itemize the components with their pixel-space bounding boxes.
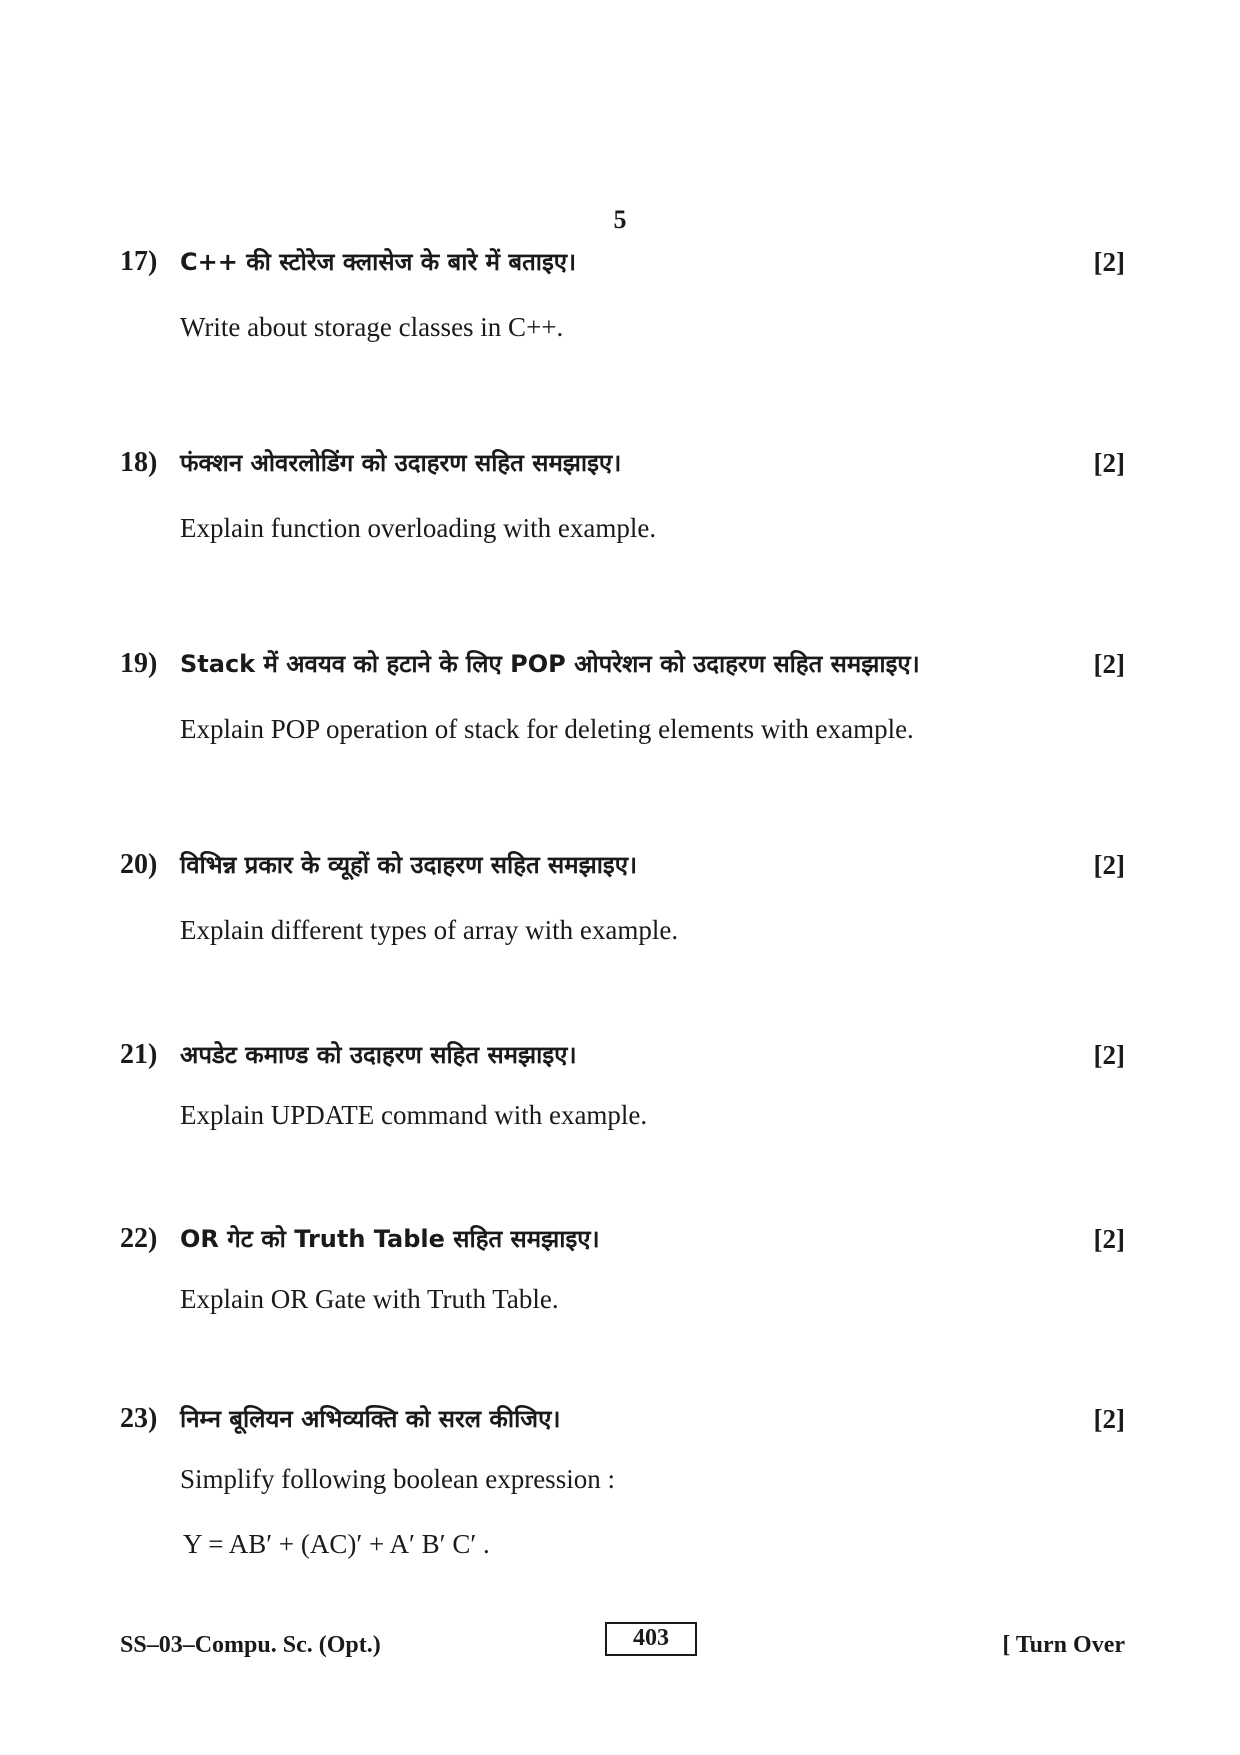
page-footer bbox=[120, 1622, 1125, 1662]
question-number: 23) bbox=[120, 1403, 158, 1434]
question-20 bbox=[120, 845, 1125, 955]
question-header bbox=[120, 242, 1125, 282]
question-marks: [2] bbox=[1093, 850, 1125, 880]
question-text-hindi: निम्न बूलियन अभिव्यक्ति को सरल कीजिए। bbox=[180, 1405, 561, 1433]
question-number: 19) bbox=[120, 648, 158, 679]
question-header bbox=[120, 443, 1125, 483]
paper-code: SS–03–Compu. Sc. (Opt.) bbox=[120, 1632, 381, 1658]
question-header bbox=[120, 1035, 1125, 1075]
question-19 bbox=[120, 644, 1125, 754]
question-number: 20) bbox=[120, 849, 158, 880]
page-number: 5 bbox=[613, 205, 627, 234]
question-marks: [2] bbox=[1093, 649, 1125, 679]
question-marks: [2] bbox=[1093, 247, 1125, 277]
question-text-english: Explain OR Gate with Truth Table. bbox=[180, 1284, 559, 1314]
question-marks: [2] bbox=[1093, 448, 1125, 478]
question-text-english: Explain different types of array with example. bbox=[180, 915, 679, 945]
question-text-hindi: OR गेट को Truth Table सहित समझाइए। bbox=[180, 1225, 600, 1253]
question-text-hindi: विभिन्न प्रकार के व्यूहों को उदाहरण सहित समझाइए। bbox=[180, 851, 638, 879]
question-text-english: Explain POP operation of stack for deleting elements with example. bbox=[180, 714, 914, 744]
question-marks: [2] bbox=[1093, 1040, 1125, 1070]
question-header bbox=[120, 845, 1125, 885]
question-header bbox=[120, 1399, 1125, 1439]
question-marks: [2] bbox=[1093, 1224, 1125, 1254]
question-number: 18) bbox=[120, 447, 158, 478]
boolean-expression: Y = AB′ + (AC)′ + A′ B′ C′ . bbox=[183, 1529, 490, 1559]
question-22 bbox=[120, 1219, 1125, 1329]
question-text-hindi: फंक्शन ओवरलोडिंग को उदाहरण सहित समझाइए। bbox=[180, 449, 622, 477]
question-text-hindi: अपडेट कमाण्ड को उदाहरण सहित समझाइए। bbox=[180, 1041, 577, 1069]
question-text-hindi: C++ की स्टोरेज क्लासेज के बारे में बताइए। bbox=[180, 248, 577, 276]
question-text-english: Explain function overloading with example. bbox=[180, 513, 657, 543]
question-number: 22) bbox=[120, 1223, 158, 1254]
question-text-english: Simplify following boolean expression : bbox=[180, 1464, 615, 1494]
question-text-english: Explain UPDATE command with example. bbox=[180, 1100, 648, 1130]
question-text-english: Write about storage classes in C++. bbox=[180, 312, 564, 342]
turn-over-label: [ Turn Over bbox=[1002, 1632, 1125, 1658]
question-text-hindi: Stack में अवयव को हटाने के लिए POP ओपरेशन को उदाहरण सहित समझाइए। bbox=[180, 650, 920, 678]
question-header bbox=[120, 644, 1125, 684]
question-marks: [2] bbox=[1093, 1404, 1125, 1434]
question-header bbox=[120, 1219, 1125, 1259]
question-21 bbox=[120, 1035, 1125, 1145]
question-18 bbox=[120, 443, 1125, 553]
question-23 bbox=[120, 1399, 1125, 1579]
boxed-code-number: 403 bbox=[605, 1622, 697, 1656]
question-number: 21) bbox=[120, 1039, 158, 1070]
question-17 bbox=[120, 242, 1125, 352]
question-number: 17) bbox=[120, 246, 158, 277]
